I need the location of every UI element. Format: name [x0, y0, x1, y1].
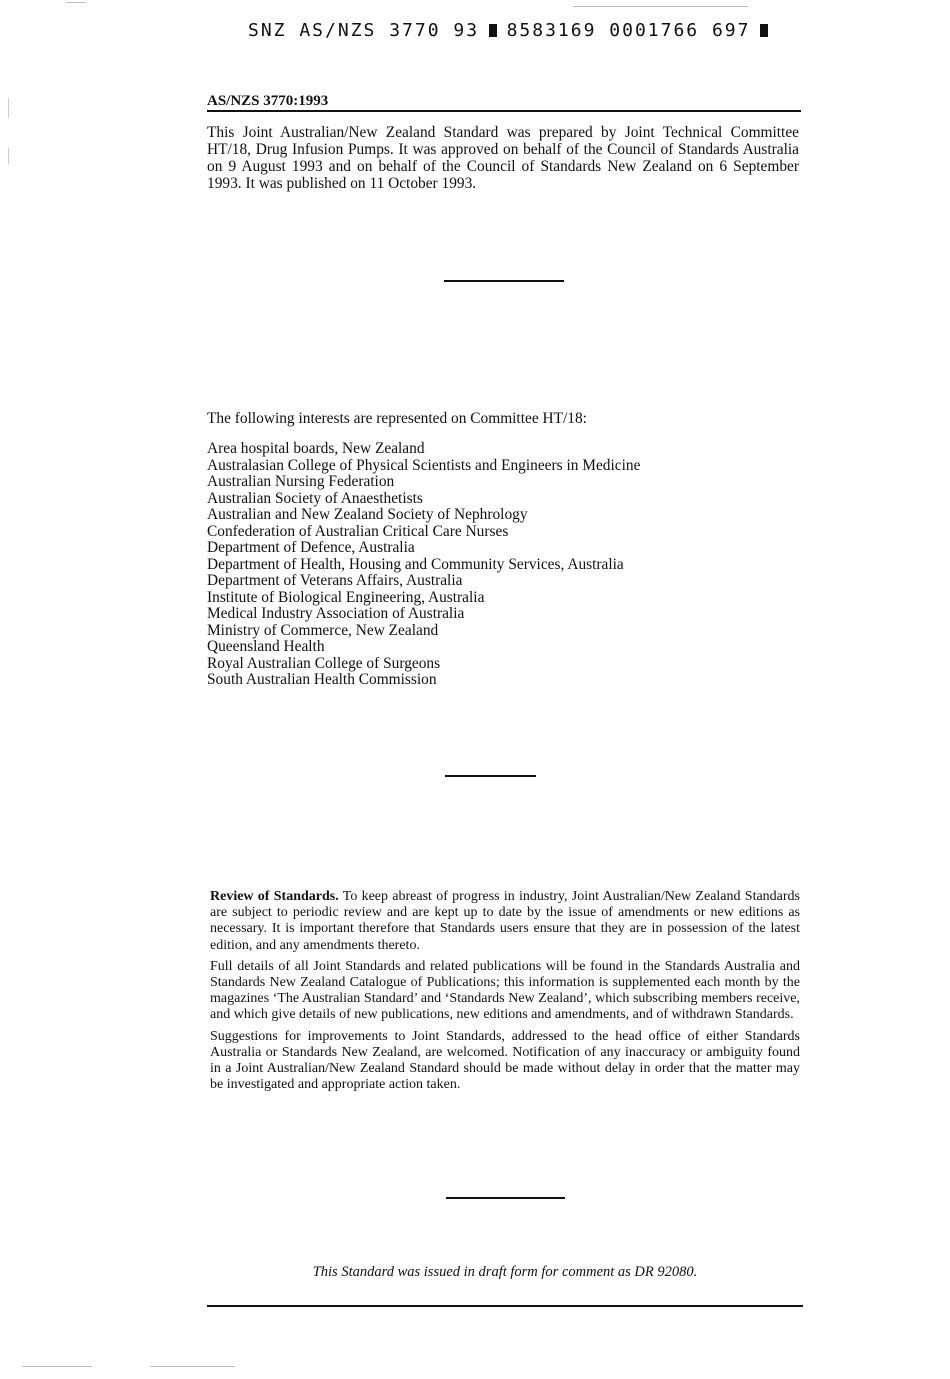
barcode-block-icon — [760, 24, 768, 37]
review-of-standards — [210, 889, 800, 1098]
section-divider — [444, 280, 564, 282]
review-heading: Review of Standards. — [210, 889, 339, 904]
list-item: Department of Health, Housing and Community Services, Australia — [207, 555, 624, 573]
list-item: Department of Veterans Affairs, Australia — [207, 572, 463, 589]
catalogue-paragraph: Full details of all Joint Standards and related publications will be found in the Standards Australia and Standards New Zealand Catalogue of Publications; this information is supplemented each month by the magazines ‘The Australian Standard’ and ‘Standards New Zealand’, which subscribing members receive, and which give details of new publications, new editions and amendments, and of withdrawn Standards. — [210, 958, 800, 1023]
list-item: Royal Australian College of Surgeons — [207, 654, 441, 672]
list-item: Australian Society of Anaesthetists — [207, 489, 423, 507]
list-item: Queensland Health — [207, 638, 325, 655]
scan-header-line — [248, 18, 768, 42]
list-item: Australian and New Zealand Society of Nephrology — [207, 506, 528, 523]
scan-artifact — [8, 148, 9, 164]
list-item: Medical Industry Association of Australia — [207, 605, 465, 622]
interests-intro: The following interests are represented on Committee HT/18: — [207, 410, 587, 427]
list-item: Ministry of Commerce, New Zealand — [207, 621, 439, 639]
list-item: Australian Nursing Federation — [207, 473, 395, 490]
scan-artifact — [8, 98, 9, 118]
list-item: Department of Defence, Australia — [207, 539, 415, 556]
standard-designation: AS/NZS 3770:1993 — [207, 93, 329, 109]
list-item: South Australian Health Commission — [207, 671, 437, 688]
interests-list — [207, 441, 640, 689]
section-divider — [446, 1197, 565, 1199]
scan-artifact — [573, 6, 748, 7]
scan-artifact — [22, 1366, 92, 1367]
scan-artifact — [66, 2, 86, 3]
scan-header-number: 8583169 0001766 697 — [506, 19, 751, 41]
list-item: Australasian College of Physical Scientists and Engineers in Medicine — [207, 456, 641, 474]
review-text: To keep abreast of progress in industry, Joint Australian/New Zealand Standards are subject to periodic review and are kept up to date by the issue of amendments or new editions as necessary. It is important therefore that Standards users ensure that they are in possession of the latest edition, and any amendments thereto. — [210, 889, 800, 953]
barcode-block-icon — [489, 24, 497, 37]
header-rule — [207, 110, 801, 112]
list-item: Confederation of Australian Critical Care Nurses — [207, 522, 509, 540]
preparation-paragraph: This Joint Australian/New Zealand Standard was prepared by Joint Technical Committee HT/18, Drug Infusion Pumps. It was approved on behalf of the Council of Standards Australia on 9 August 1993 and on behalf of the Council of Standards New Zealand on 6 September 1993. It was published on 11 October 1993. — [207, 124, 799, 192]
section-divider — [445, 775, 536, 777]
draft-note: This Standard was issued in draft form for comment as DR 92080. — [312, 1264, 698, 1280]
footer-rule — [207, 1305, 803, 1307]
review-paragraph — [210, 889, 800, 954]
scan-header-code: SNZ AS/NZS 3770 93 — [248, 19, 480, 41]
list-item: Area hospital boards, New Zealand — [207, 440, 425, 457]
list-item: Institute of Biological Engineering, Australia — [207, 588, 485, 606]
suggestions-paragraph: Suggestions for improvements to Joint Standards, addressed to the head office of either Standards Australia or Standards New Zealand, are welcomed. Notification of any inaccuracy or ambiguity found in a Joint Australian/New Zealand Standard should be made without delay in order that the matter may be investigated and appropriate action taken. — [210, 1028, 800, 1093]
scan-artifact — [150, 1366, 235, 1367]
